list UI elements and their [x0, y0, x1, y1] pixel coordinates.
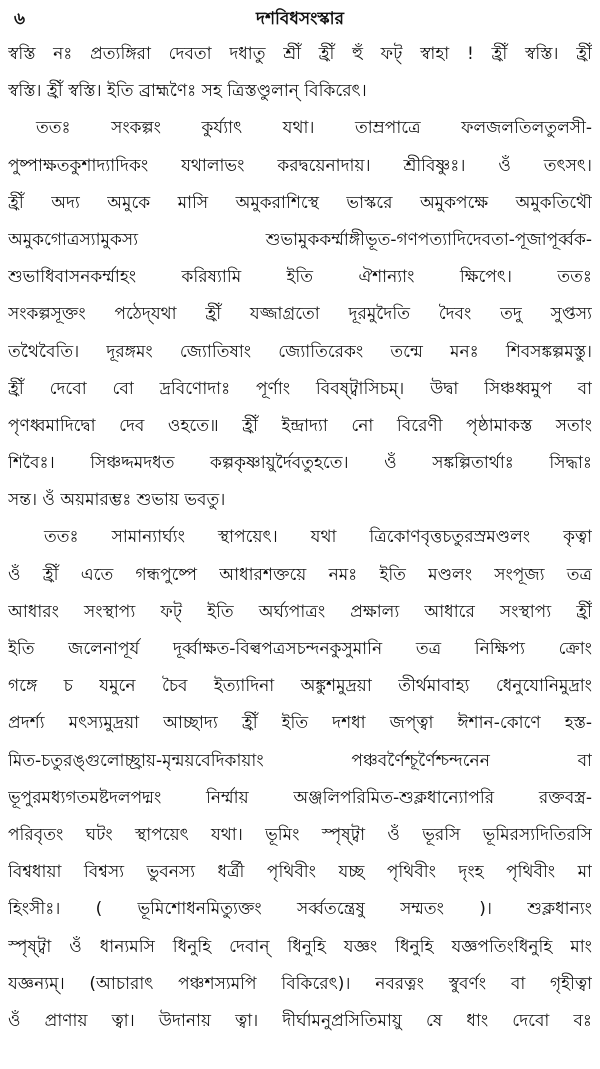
text-line: শুভাধিবাসনকর্ম্মাহং করিষ্যামি ইতি ঐশান্যাং ক্ষিপেৎ। ততঃ	[8, 267, 592, 288]
text-line: শিবৈঃ। সিঞ্চদ্দমদধত কল্পকৃষ্ণায়ুর্দৈবতুহতে। ওঁ সঙ্কল্পিতার্থাঃ সিদ্ধাঃ	[8, 453, 592, 474]
text-line: মিত-চতুরঙ্গুলোচ্ছ্রায়-মৃন্ময়বেদিকায়াং পঞ্চবর্ণৈশ্চূর্ণৈশ্চন্দনেন বা	[8, 750, 592, 771]
text-line: পৃণধ্বমাদিদ্বো দেব ওহতে॥ হ্রীঁ ইন্দ্রাদ্যা নো বিরেণী পৃষ্ঠামাকস্ত সতাং	[8, 415, 592, 436]
text-line: আধারং সংস্থাপ্য ফট্ ইতি অর্ঘ্যপাত্রং প্রক্ষাল্য আধারে সংস্থাপ্য হ্রীঁ	[8, 601, 592, 622]
text-line: স্পৃষ্ট্বা ওঁ ধান্যমসি ধিনুহি দেবান্ ধিনুহি যজ্ঞং ধিনুহি যজ্ঞপতিংধিনুহি মাং	[8, 936, 592, 957]
text-line: ভূপুরমধ্যগতমষ্টদলপদ্মং নির্ম্মায় অঞ্জলিপরিমিত-শুক্লধান্যোপরি রক্তবস্ত্র-	[8, 787, 592, 808]
running-title: দশবিধসংস্কার	[256, 9, 344, 29]
text-line: হিংসীঃ। ( ভূমিশোধনমিত্যুক্তং সর্ব্বতন্ত্রেষু সম্মতং )। শুক্লধান্যং	[8, 899, 592, 920]
text-line: যজ্ঞন্যম্। (আচারাৎ পঞ্চশস্যমপি বিকিরেৎ)। নবরত্নং স্বুবর্ণং বা গৃহীত্বা	[8, 973, 592, 994]
text-line: ততঃ সামান্যার্ঘ্যং স্থাপয়েৎ। যথা ত্রিকোণবৃত্তচতুরস্রমণ্ডলং কৃত্বা	[44, 527, 592, 548]
text-line: পুষ্পাক্ষতকুশাদ্যাদিকং যথালাভং করদ্বয়েনাদায়। শ্রীবিষ্ণুঃ। ওঁ তৎসৎ।	[8, 155, 592, 176]
text-line: স্বস্তি নঃ প্রত্যঙ্গিরা দেবতা দধাতু শ্রীঁ হ্রীঁ হুঁ ফট্ স্বাহা ! হ্রীঁ স্বস্তি। হ্রীঁ	[8, 44, 592, 64]
text-line: তথৈবৈতি। দূরঙ্গমং জ্যোতিষাং জ্যোতিরেকং তন্মে মনঃ শিবসঙ্কল্পমস্তু।	[8, 341, 592, 362]
body-text	[8, 36, 592, 1040]
text-line: ততঃ সংকল্পং কুর্য্যাৎ যথা। তাম্রপাত্রে ফলজলতিলতুলসী-	[36, 118, 592, 139]
text-line: স্বস্তি। হ্রীঁ স্বস্তি। ইতি ব্রাহ্মণৈঃ সহ ত্রিস্তণ্ডুলান্ বিকিরেৎ।	[8, 81, 367, 102]
text-line: হ্রীঁ দেবো বো দ্রবিণোদাঃ পূর্ণাং বিবষ্ট্বাসিচম্। উদ্বা সিঞ্চধ্বমুপ বা	[8, 378, 592, 399]
text-line: ইতি জলেনাপূর্য দূর্ব্বাক্ষত-বিল্বপত্রসচন্দনকুসুমানি তত্র নিক্ষিপ্য ক্রোং	[8, 639, 592, 659]
text-line: পরিবৃতং ঘটং স্থাপয়েৎ যথা। ভূমিং স্পৃষ্ট্বা ওঁ ভূরসি ভূমিরস্যদিতিরসি	[8, 824, 592, 845]
text-line: বিশ্বধায়া বিশ্বস্য ভুবনস্য ধর্ত্রী পৃথিবীং যচ্ছ পৃথিবীং দৃংহ পৃথিবীং মা	[8, 862, 592, 883]
text-line: সন্ত। ওঁ অয়মারম্ভঃ শুভায় ভবতু।	[8, 490, 226, 511]
text-line: প্রদর্শ্য মৎস্যমুদ্রয়া আচ্ছাদ্য হ্রীঁ ইতি দশধা জপ্ত্বা ঈশান-কোণে হস্ত-	[8, 713, 592, 734]
text-line: হ্রীঁ অদ্য অমুকে মাসি অমুকরাশিস্থে ভাস্করে অমুকপক্ষে অমুকতিথৌ	[8, 192, 592, 213]
text-line: ওঁ হ্রীঁ এতে গন্ধপুষ্পে আধারশক্তয়ে নমঃ ইতি মণ্ডলং সংপূজ্য তত্র	[8, 564, 592, 585]
page-header	[8, 4, 592, 30]
text-line: ওঁ প্রাণায় ত্বা। উদানায় ত্বা। দীর্ঘামনুপ্রসিতিমায়ু ষে ধাং দেবো বঃ	[8, 1010, 592, 1031]
text-line: গঙ্গে চ যমুনে চৈব ইত্যাদিনা অঙ্কুশমুদ্রয়া তীর্থমাবাহ্য ধেনুযোনিমুদ্রাং	[8, 676, 592, 697]
text-line: অমুকগোত্রস্যামুকস্য শুভামুককর্ম্মাঙ্গীভূত-গণপত্যাদিদেবতা-পূজাপূর্ব্বক-	[8, 229, 592, 250]
text-line: সংকল্পসূক্তং পঠেদ্‌যথা হ্রীঁ যজ্জাগ্রতো দূরমুদৈতি দৈবং তদু সুপ্তস্য	[8, 304, 592, 325]
page-number: ৬	[14, 9, 26, 29]
